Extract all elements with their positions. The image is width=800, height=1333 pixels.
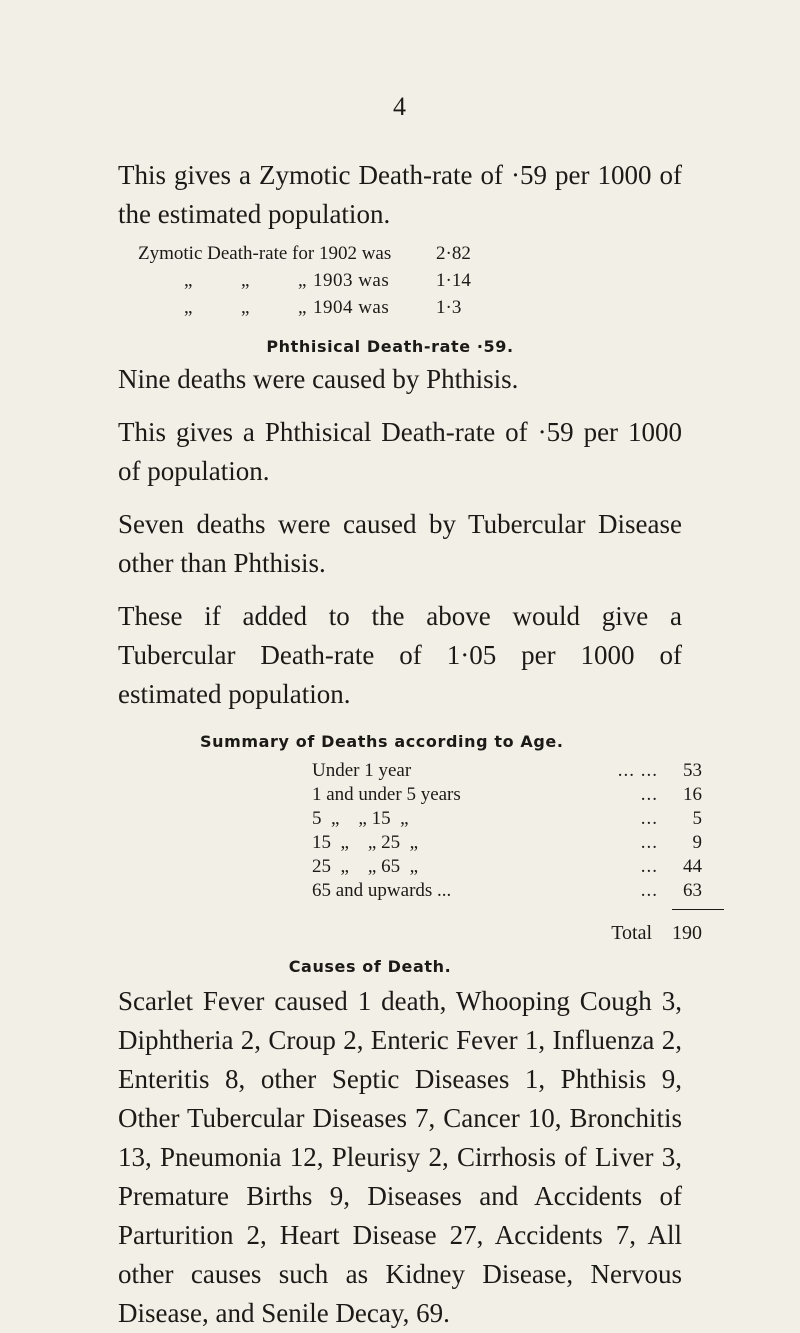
age-row bbox=[312, 831, 702, 855]
zymotic-rate-value: 2·82 bbox=[436, 243, 471, 264]
zymotic-rates-list bbox=[118, 240, 682, 321]
dot-leader: ... bbox=[640, 832, 658, 853]
nine-deaths-paragraph: Nine deaths were caused by Phthisis. bbox=[118, 364, 519, 394]
age-label: 1 and under 5 years bbox=[312, 784, 461, 805]
page-content bbox=[118, 156, 702, 1333]
page-number: 4 bbox=[393, 92, 407, 121]
total-row bbox=[96, 922, 702, 945]
ditto-mark: „ bbox=[298, 270, 307, 291]
total-rule bbox=[672, 909, 724, 910]
zymotic-rate-row bbox=[118, 294, 682, 321]
dot-leader: ... bbox=[640, 808, 658, 829]
dot-leader: ... bbox=[640, 856, 658, 877]
zymotic-rate-row bbox=[118, 240, 682, 267]
zymotic-rate-value: 1·3 bbox=[436, 297, 462, 318]
zymotic-rate-year: 1904 was bbox=[312, 297, 390, 318]
age-death-count: 44 bbox=[683, 856, 702, 877]
zymotic-rate-label: Zymotic Death-rate for 1902 was bbox=[138, 243, 392, 264]
age-death-count: 53 bbox=[683, 760, 702, 781]
age-label: 65 and upwards ... bbox=[312, 880, 452, 901]
zymotic-rate-label bbox=[118, 267, 436, 294]
age-row bbox=[312, 759, 702, 783]
zymotic-rate-value: 1·14 bbox=[436, 270, 471, 291]
phthisical-rate-paragraph: This gives a Phthisical Death-rate of ·59 per 1000 of population. bbox=[118, 417, 682, 486]
summary-heading: Summary of Deaths according to Age. bbox=[200, 732, 564, 751]
zymotic-rate-label bbox=[118, 294, 436, 321]
age-label: 25 „ „ 65 „ bbox=[312, 856, 419, 877]
ditto-mark: „ bbox=[298, 297, 307, 318]
dot-leader: ... ... bbox=[617, 760, 658, 781]
tubercular-rate-paragraph: These if added to the above would give a Tubercular Death-rate of 1·05 per 1000 of estimated population. bbox=[118, 601, 682, 709]
age-summary-table bbox=[312, 759, 702, 903]
zymotic-rate-paragraph: This gives a Zymotic Death-rate of ·59 per 1000 of the estimated population. bbox=[118, 160, 682, 229]
age-row bbox=[312, 783, 702, 807]
age-death-count: 16 bbox=[683, 784, 702, 805]
age-label: 5 „ „ 15 „ bbox=[312, 808, 409, 829]
age-label: 15 „ „ 25 „ bbox=[312, 832, 419, 853]
ditto-mark: „ bbox=[241, 270, 250, 291]
phthisical-heading: Phthisical Death-rate ·59. bbox=[266, 337, 514, 356]
zymotic-rate-row bbox=[118, 267, 682, 294]
age-row bbox=[312, 807, 702, 831]
age-row bbox=[312, 855, 702, 879]
age-death-count: 63 bbox=[683, 880, 702, 901]
ditto-mark: „ bbox=[184, 297, 193, 318]
total-label: Total bbox=[611, 922, 652, 944]
ditto-mark: „ bbox=[184, 270, 193, 291]
ditto-mark: „ bbox=[241, 297, 250, 318]
age-death-count: 5 bbox=[692, 808, 702, 829]
age-death-count: 9 bbox=[692, 832, 702, 853]
zymotic-rate-year: 1903 was bbox=[312, 270, 390, 291]
causes-of-death-paragraph: Scarlet Fever caused 1 death, Whooping Cough 3, Diphtheria 2, Croup 2, Enteric Fever 1, Influenza 2, Enteritis 8, other Septic Diseases 1, Phthisis 9, Other Tubercular Diseases 7, Cancer 10, Bronchitis 13, Pneumonia 12, Pleurisy 2, Cirrhosis of Liver 3, Premature Births 9, Diseases and Accidents of Parturition 2, Heart Disease 27, Accidents 7, All other causes such as Kidney Disease, Nervous Disease, and Senile Decay, 69. bbox=[118, 986, 682, 1328]
causes-heading: Causes of Death. bbox=[288, 957, 452, 976]
age-label: Under 1 year bbox=[312, 760, 412, 781]
total-value: 190 bbox=[672, 922, 702, 944]
seven-deaths-paragraph: Seven deaths were caused by Tubercular Disease other than Phthisis. bbox=[118, 509, 682, 578]
dot-leader: ... bbox=[640, 880, 658, 901]
age-row bbox=[312, 879, 702, 903]
dot-leader: ... bbox=[640, 784, 658, 805]
